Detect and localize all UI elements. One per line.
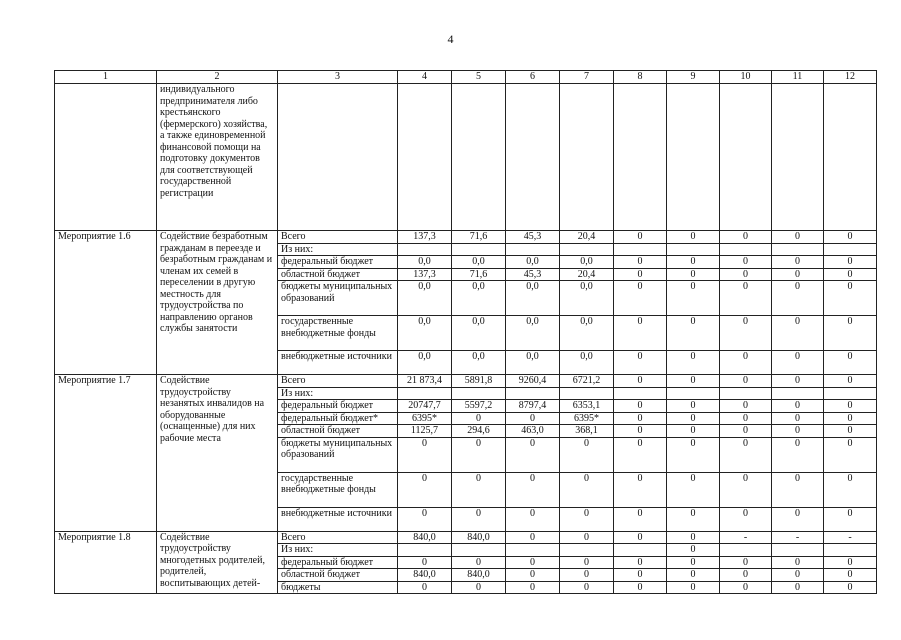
value-cell: 0: [614, 256, 667, 269]
column-header: 11: [772, 71, 824, 84]
value-cell: 0: [824, 507, 877, 531]
value-cell: 0: [720, 437, 772, 472]
value-cell: 0: [824, 556, 877, 569]
value-cell: 0: [398, 472, 452, 507]
value-cell: 0: [614, 316, 667, 351]
value-cell: 0: [614, 507, 667, 531]
value-cell: 0: [506, 556, 560, 569]
value-cell: 0: [614, 425, 667, 438]
value-cell: 0: [772, 375, 824, 388]
value-cell: 0,0: [506, 256, 560, 269]
value-cell: 0,0: [452, 256, 506, 269]
value-cell: 0: [824, 268, 877, 281]
value-cell: [720, 243, 772, 256]
funding-source: Всего: [278, 375, 398, 388]
value-cell: [560, 243, 614, 256]
value-cell: 0: [720, 507, 772, 531]
value-cell: 0: [667, 556, 720, 569]
value-cell: 0: [667, 281, 720, 316]
funding-source: Всего: [278, 231, 398, 244]
value-cell: 20,4: [560, 231, 614, 244]
value-cell: [452, 544, 506, 557]
value-cell: 0: [614, 412, 667, 425]
value-cell: 0: [720, 256, 772, 269]
value-cell: [506, 387, 560, 400]
column-header: 8: [614, 71, 667, 84]
value-cell: -: [824, 531, 877, 544]
value-cell: 0: [667, 351, 720, 375]
value-cell: 0: [614, 375, 667, 388]
value-cell: [398, 243, 452, 256]
value-cell: 0: [452, 507, 506, 531]
value-cell: 0: [720, 268, 772, 281]
value-cell: 0: [667, 316, 720, 351]
funding-source: областной бюджет: [278, 268, 398, 281]
value-cell: 0: [772, 507, 824, 531]
value-cell: 5891,8: [452, 375, 506, 388]
value-cell: 0,0: [452, 281, 506, 316]
value-cell: 0: [667, 569, 720, 582]
value-cell: 0: [824, 316, 877, 351]
event-description: Содействие трудоустройству многодетных родителей, родителей, воспитывающих детей-: [157, 531, 278, 594]
value-cell: 137,3: [398, 231, 452, 244]
value-cell: 0: [614, 437, 667, 472]
value-cell: 0: [772, 281, 824, 316]
value-cell: 0: [452, 437, 506, 472]
value-cell: 0: [667, 507, 720, 531]
value-cell: 0: [560, 569, 614, 582]
funding-source: Из них:: [278, 243, 398, 256]
value-cell: 0: [720, 281, 772, 316]
value-cell: [560, 544, 614, 557]
value-cell: 0: [772, 316, 824, 351]
value-cell: [772, 544, 824, 557]
event-name: Мероприятие 1.8: [55, 531, 157, 594]
value-cell: 0: [772, 425, 824, 438]
value-cell: 0: [720, 412, 772, 425]
event-name: Мероприятие 1.7: [55, 375, 157, 532]
column-header: 5: [452, 71, 506, 84]
value-cell: 1125,7: [398, 425, 452, 438]
value-cell: 0: [772, 400, 824, 413]
column-header: 12: [824, 71, 877, 84]
value-cell: 0: [506, 412, 560, 425]
value-cell: 0: [772, 231, 824, 244]
value-cell: 0: [614, 281, 667, 316]
value-cell: 0: [720, 351, 772, 375]
funding-source: областной бюджет: [278, 425, 398, 438]
value-cell: 368,1: [560, 425, 614, 438]
value-cell: 20,4: [560, 268, 614, 281]
value-cell: 0: [667, 375, 720, 388]
value-cell: -: [772, 531, 824, 544]
table-row: [55, 531, 877, 544]
value-cell: 0,0: [506, 281, 560, 316]
value-cell: 840,0: [452, 569, 506, 582]
value-cell: 0,0: [452, 351, 506, 375]
value-cell: 0: [824, 400, 877, 413]
value-cell: [824, 544, 877, 557]
value-cell: 0: [452, 556, 506, 569]
value-cell: [720, 544, 772, 557]
event-description: Содействие трудоустройству незанятых инвалидов на оборудованные (оснащенные) для них рабочие места: [157, 375, 278, 532]
funding-source: государственные внебюджетные фонды: [278, 316, 398, 351]
value-cell: 5597,2: [452, 400, 506, 413]
value-cell: 0: [667, 268, 720, 281]
value-cell: 0: [667, 412, 720, 425]
value-cell: [772, 243, 824, 256]
value-cell: 0,0: [560, 316, 614, 351]
value-cell: 0: [720, 569, 772, 582]
value-cell: 0: [560, 437, 614, 472]
value-cell: 0,0: [560, 351, 614, 375]
value-cell: 71,6: [452, 231, 506, 244]
value-cell: 840,0: [452, 531, 506, 544]
value-cell: 0: [614, 231, 667, 244]
funding-source: федеральный бюджет: [278, 256, 398, 269]
value-cell: 0: [772, 268, 824, 281]
value-cell: 0,0: [560, 256, 614, 269]
value-cell: 0: [398, 556, 452, 569]
value-cell: 0: [824, 351, 877, 375]
funding-source: государственные внебюджетные фонды: [278, 472, 398, 507]
value-cell: 0: [824, 569, 877, 582]
value-cell: [452, 243, 506, 256]
value-cell: 0,0: [506, 316, 560, 351]
value-cell: 0: [398, 581, 452, 594]
value-cell: 0: [614, 569, 667, 582]
intro-description: индивидуального предпринимателя либо крестьянского (фермерского) хозяйства, а также единовременной финансовой помощи на подготовку документов для соответствующей государственной регистрации: [157, 84, 278, 231]
value-cell: 0,0: [398, 256, 452, 269]
value-cell: [614, 243, 667, 256]
value-cell: 0: [452, 581, 506, 594]
table-row: [55, 231, 877, 244]
value-cell: 0: [506, 507, 560, 531]
value-cell: 0: [772, 351, 824, 375]
value-cell: 6721,2: [560, 375, 614, 388]
value-cell: 0: [772, 437, 824, 472]
column-header: 9: [667, 71, 720, 84]
event-name: Мероприятие 1.6: [55, 231, 157, 375]
value-cell: 0: [506, 437, 560, 472]
value-cell: 0: [667, 472, 720, 507]
value-cell: 20747,7: [398, 400, 452, 413]
value-cell: 0: [452, 412, 506, 425]
value-cell: 137,3: [398, 268, 452, 281]
value-cell: 0: [824, 581, 877, 594]
value-cell: 0: [720, 231, 772, 244]
value-cell: 0: [772, 556, 824, 569]
value-cell: 0: [720, 316, 772, 351]
value-cell: 0,0: [398, 316, 452, 351]
value-cell: 9260,4: [506, 375, 560, 388]
value-cell: 0: [772, 256, 824, 269]
column-header: 2: [157, 71, 278, 84]
value-cell: [452, 387, 506, 400]
value-cell: 6395*: [560, 412, 614, 425]
value-cell: [398, 544, 452, 557]
value-cell: 0: [614, 351, 667, 375]
value-cell: 0: [720, 556, 772, 569]
funding-source: Из них:: [278, 387, 398, 400]
value-cell: [824, 243, 877, 256]
value-cell: 294,6: [452, 425, 506, 438]
funding-source: внебюджетные источники: [278, 507, 398, 531]
intro-event-cell: [55, 84, 157, 231]
value-cell: 0: [452, 472, 506, 507]
value-cell: 21 873,4: [398, 375, 452, 388]
column-number-row: [55, 71, 877, 84]
funding-source: бюджеты муниципальных образований: [278, 281, 398, 316]
value-cell: 0,0: [452, 316, 506, 351]
page-number: 4: [447, 32, 454, 46]
value-cell: [720, 387, 772, 400]
value-cell: 0: [667, 256, 720, 269]
value-cell: [398, 387, 452, 400]
value-cell: [667, 387, 720, 400]
value-cell: 0: [772, 569, 824, 582]
event-description: Содействие безработным гражданам в переезде и безработным гражданам и членам их семей в переселении в другую местность для трудоустройства по направлению органов службы занятости: [157, 231, 278, 375]
value-cell: [614, 544, 667, 557]
value-cell: 0: [772, 412, 824, 425]
value-cell: 0: [824, 375, 877, 388]
column-header: 6: [506, 71, 560, 84]
value-cell: 0: [824, 231, 877, 244]
intro-row: [55, 84, 877, 231]
funding-source: федеральный бюджет: [278, 400, 398, 413]
funding-source: бюджеты муниципальных образований: [278, 437, 398, 472]
value-cell: 840,0: [398, 531, 452, 544]
value-cell: 0: [667, 437, 720, 472]
value-cell: 0: [614, 472, 667, 507]
value-cell: 0: [560, 581, 614, 594]
value-cell: 0: [667, 400, 720, 413]
value-cell: 0: [772, 472, 824, 507]
value-cell: [772, 387, 824, 400]
value-cell: 0: [667, 544, 720, 557]
value-cell: 0: [614, 268, 667, 281]
value-cell: 0: [667, 231, 720, 244]
value-cell: 0: [824, 472, 877, 507]
value-cell: 0: [667, 425, 720, 438]
budget-table: [54, 70, 877, 594]
value-cell: 0: [560, 556, 614, 569]
value-cell: 0,0: [506, 351, 560, 375]
value-cell: 0: [614, 400, 667, 413]
value-cell: 71,6: [452, 268, 506, 281]
value-cell: 463,0: [506, 425, 560, 438]
value-cell: 0: [824, 437, 877, 472]
value-cell: 0: [560, 507, 614, 531]
funding-source: федеральный бюджет: [278, 556, 398, 569]
value-cell: 0: [614, 556, 667, 569]
value-cell: 0: [667, 581, 720, 594]
value-cell: 0: [720, 375, 772, 388]
value-cell: 0: [720, 472, 772, 507]
value-cell: 0,0: [398, 281, 452, 316]
value-cell: 0: [824, 281, 877, 316]
funding-source: областной бюджет: [278, 569, 398, 582]
value-cell: 45,3: [506, 268, 560, 281]
value-cell: 0: [506, 531, 560, 544]
table-row: [55, 375, 877, 388]
value-cell: [824, 387, 877, 400]
value-cell: [614, 387, 667, 400]
column-header: 4: [398, 71, 452, 84]
value-cell: 0,0: [560, 281, 614, 316]
funding-source: бюджеты: [278, 581, 398, 594]
value-cell: 45,3: [506, 231, 560, 244]
value-cell: 0: [720, 400, 772, 413]
value-cell: 6395*: [398, 412, 452, 425]
value-cell: 0: [506, 569, 560, 582]
value-cell: 0: [506, 581, 560, 594]
column-header: 1: [55, 71, 157, 84]
value-cell: 0: [560, 472, 614, 507]
value-cell: 6353,1: [560, 400, 614, 413]
funding-source: Из них:: [278, 544, 398, 557]
funding-source: Всего: [278, 531, 398, 544]
value-cell: 0: [667, 531, 720, 544]
funding-source: внебюджетные источники: [278, 351, 398, 375]
funding-source: федеральный бюджет*: [278, 412, 398, 425]
table-body: [55, 71, 877, 594]
value-cell: 0: [614, 581, 667, 594]
value-cell: 0: [506, 472, 560, 507]
value-cell: 0: [398, 437, 452, 472]
value-cell: [560, 387, 614, 400]
value-cell: 0: [824, 425, 877, 438]
column-header: 7: [560, 71, 614, 84]
value-cell: 0: [720, 581, 772, 594]
column-header: 3: [278, 71, 398, 84]
value-cell: [506, 243, 560, 256]
value-cell: 8797,4: [506, 400, 560, 413]
column-header: 10: [720, 71, 772, 84]
value-cell: 0,0: [398, 351, 452, 375]
value-cell: 0: [824, 412, 877, 425]
value-cell: -: [720, 531, 772, 544]
value-cell: 0: [560, 531, 614, 544]
value-cell: 0: [720, 425, 772, 438]
value-cell: 0: [398, 507, 452, 531]
value-cell: 0: [772, 581, 824, 594]
value-cell: [667, 243, 720, 256]
value-cell: 0: [824, 256, 877, 269]
value-cell: 0: [614, 531, 667, 544]
value-cell: 840,0: [398, 569, 452, 582]
value-cell: [506, 544, 560, 557]
